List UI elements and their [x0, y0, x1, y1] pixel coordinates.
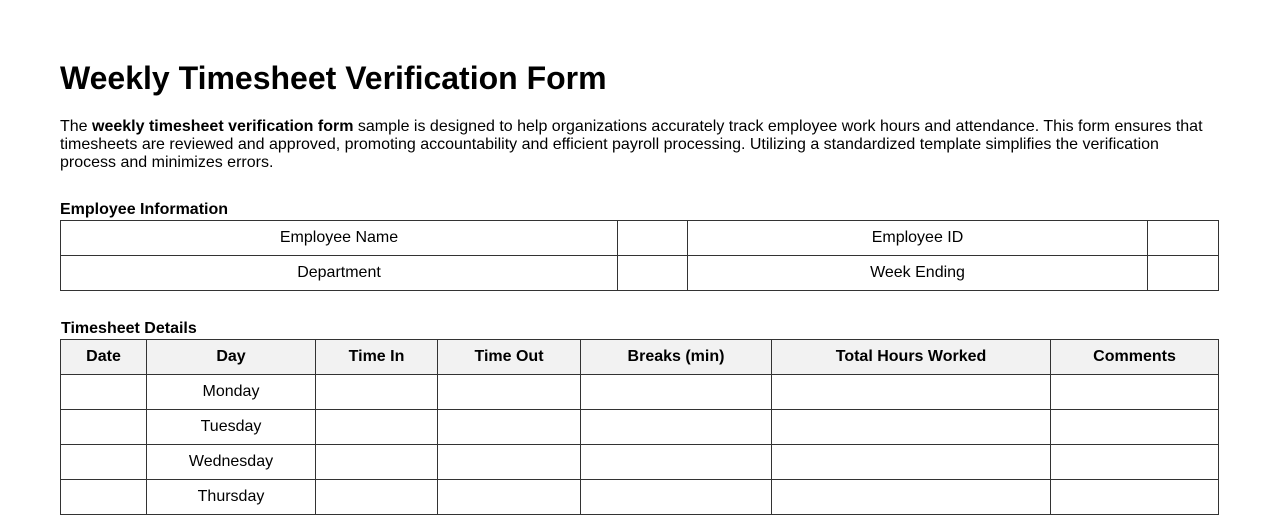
total-hours-cell[interactable]	[772, 480, 1051, 515]
column-header-date: Date	[61, 340, 147, 375]
breaks-cell[interactable]	[581, 480, 772, 515]
department-field[interactable]	[618, 256, 688, 291]
time-in-cell[interactable]	[316, 375, 438, 410]
time-in-cell[interactable]	[316, 410, 438, 445]
timesheet-table	[60, 339, 1219, 515]
week-ending-label: Week Ending	[688, 256, 1148, 291]
employee-id-field[interactable]	[1148, 221, 1219, 256]
column-header-breaks: Breaks (min)	[581, 340, 772, 375]
time-out-cell[interactable]	[438, 445, 581, 480]
date-cell[interactable]	[61, 410, 147, 445]
time-out-cell[interactable]	[438, 410, 581, 445]
employee-info-heading: Employee Information	[60, 201, 229, 218]
intro-bold: weekly timesheet verification form	[92, 118, 354, 135]
table-row	[61, 256, 1219, 291]
day-cell: Thursday	[147, 480, 316, 515]
department-label: Department	[61, 256, 618, 291]
timesheet-details-heading: Timesheet Details	[61, 320, 197, 337]
table-row	[61, 480, 1219, 515]
employee-id-label: Employee ID	[688, 221, 1148, 256]
column-header-time-in: Time In	[316, 340, 438, 375]
table-row	[61, 221, 1219, 256]
column-header-time-out: Time Out	[438, 340, 581, 375]
intro-paragraph	[60, 118, 1218, 172]
comments-cell[interactable]	[1051, 375, 1219, 410]
column-header-total-hours: Total Hours Worked	[772, 340, 1051, 375]
employee-info-table	[60, 220, 1219, 291]
time-in-cell[interactable]	[316, 480, 438, 515]
week-ending-field[interactable]	[1148, 256, 1219, 291]
day-cell: Wednesday	[147, 445, 316, 480]
table-row	[61, 445, 1219, 480]
date-cell[interactable]	[61, 480, 147, 515]
date-cell[interactable]	[61, 375, 147, 410]
table-row	[61, 375, 1219, 410]
total-hours-cell[interactable]	[772, 410, 1051, 445]
breaks-cell[interactable]	[581, 445, 772, 480]
table-header-row	[61, 340, 1219, 375]
comments-cell[interactable]	[1051, 445, 1219, 480]
time-out-cell[interactable]	[438, 480, 581, 515]
table-row	[61, 410, 1219, 445]
date-cell[interactable]	[61, 445, 147, 480]
breaks-cell[interactable]	[581, 410, 772, 445]
column-header-day: Day	[147, 340, 316, 375]
time-out-cell[interactable]	[438, 375, 581, 410]
employee-name-field[interactable]	[618, 221, 688, 256]
page-title: Weekly Timesheet Verification Form	[60, 60, 607, 96]
intro-suffix: sample is designed to help organizations accurately track employee work hours and attendance. This form ensures that timesheets are reviewed and approved, promoting accountability and efficient payroll processing. Utilizing a standardized template simplifies the verification process and minimizes errors.	[60, 118, 1203, 171]
total-hours-cell[interactable]	[772, 445, 1051, 480]
comments-cell[interactable]	[1051, 480, 1219, 515]
time-in-cell[interactable]	[316, 445, 438, 480]
breaks-cell[interactable]	[581, 375, 772, 410]
comments-cell[interactable]	[1051, 410, 1219, 445]
employee-name-label: Employee Name	[61, 221, 618, 256]
intro-prefix: The	[60, 118, 93, 135]
total-hours-cell[interactable]	[772, 375, 1051, 410]
day-cell: Tuesday	[147, 410, 316, 445]
day-cell: Monday	[147, 375, 316, 410]
column-header-comments: Comments	[1051, 340, 1219, 375]
